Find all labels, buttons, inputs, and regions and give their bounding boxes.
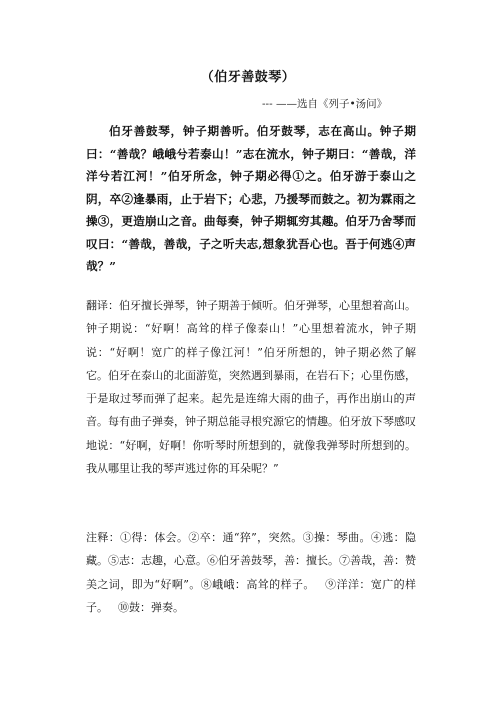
translation-paragraph: 翻译：伯牙擅长弹琴，钟子期善于倾听。伯牙弹琴，心里想着高山。钟子期说：“好啊！高耸的样子像泰山！”心里想着流水，钟子期说：“好啊！宽广的样子像江河！”伯牙所想的，钟子期必然了解它。伯牙在泰山的北面游览，突然遇到暴雨，在岩石下；心里伤感，于是取过琴而弹了起来。起先是连绵大雨的曲子，再作出崩山的声音。每有曲子弹奏，钟子期总能寻根究源它的情趣。伯牙放下琴感叹地说：“好啊，好啊！你听琴时所想到的，就像我弹琴时所想到的。我从哪里让我的琴声逃过你的耳朵呢？”	[86, 299, 416, 476]
notes-part-1: 注释：①得：体会。②卒：通“猝”，突然。③操：琴曲。④逃：隐藏。⑤志：志趣，心意。⑥伯牙善鼓琴，善：擅长。⑦善哉，善：赞美之词，即为“好啊”。⑧峨峨：高耸的样子。	[86, 531, 416, 591]
original-classical-text: 伯牙善鼓琴，钟子期善听。伯牙鼓琴，志在高山。钟子期曰：“善哉？峨峨兮若泰山！”志在流水，钟子期曰：“善哉，洋洋兮若江河！”伯牙所念，钟子期必得①之。伯牙游于泰山之阴，卒②逢暴雨，止于岩下；心悲，乃援琴而鼓之。初为霖雨之操③，更造崩山之音。曲每奏，钟子期辄穷其趣。伯牙乃舍琴而叹曰：“善哉，善哉，子之听夫志,想象犹吾心也。吾于何逃④声哉？”	[86, 124, 416, 273]
notes-part-3: ⑩鼓：弹奏。	[118, 600, 184, 614]
source-attribution: --- ——选自《列子•汤问》	[262, 98, 388, 110]
notes-paragraph	[86, 526, 416, 619]
notes-part-2: ⑨洋洋：宽广的样子。	[86, 577, 417, 614]
document-title: （伯牙善鼓琴）	[200, 70, 296, 85]
